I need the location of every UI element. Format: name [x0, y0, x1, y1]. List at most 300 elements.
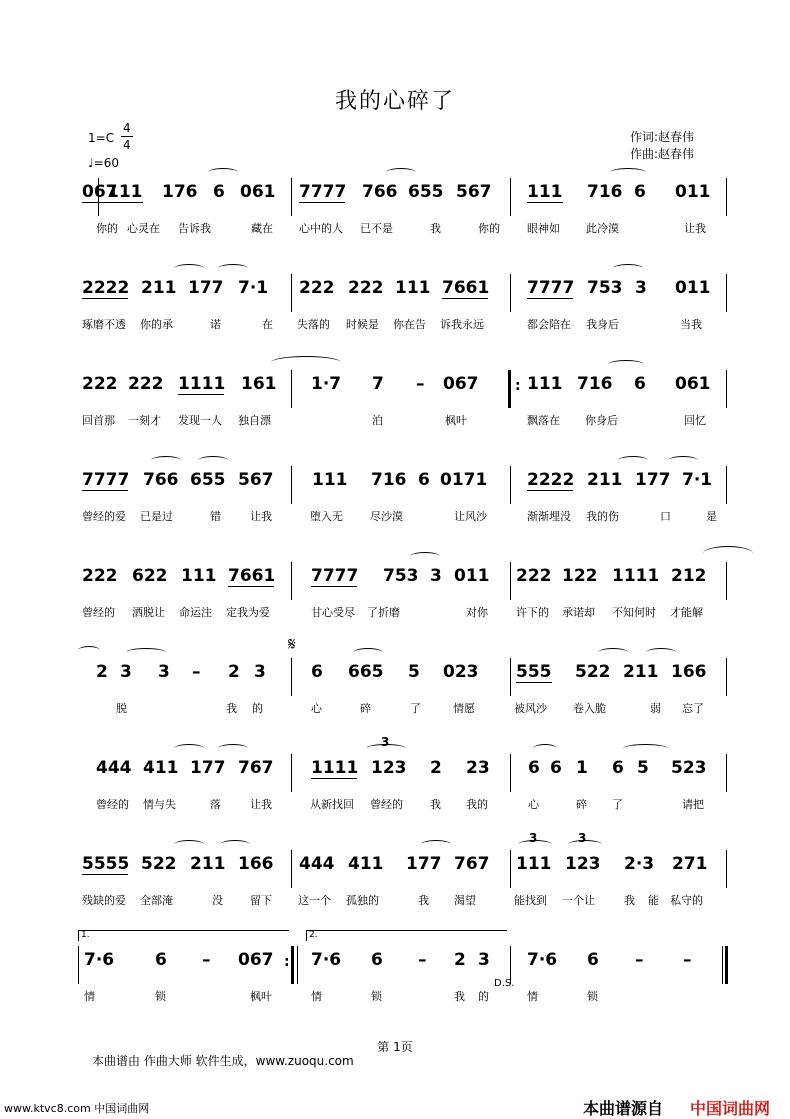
slur — [668, 456, 698, 465]
lyric: 我 — [624, 894, 635, 907]
segno-icon: 𝄋 — [288, 634, 296, 655]
lyric: 留下 — [250, 894, 272, 907]
lyric: 了 — [410, 702, 421, 715]
note-group: 6 — [371, 950, 383, 970]
lyric: 脱 — [116, 702, 127, 715]
note-group: 222 — [82, 566, 118, 586]
note-group: 177 — [188, 278, 224, 298]
lyric: 命运注 — [179, 606, 212, 619]
note-group: 061 — [675, 374, 711, 394]
barline — [291, 370, 292, 408]
note-group: 111 — [107, 182, 143, 202]
lyric: 尽沙漠 — [370, 510, 403, 523]
barline — [291, 754, 292, 792]
note-group: 2 — [454, 950, 466, 970]
slur — [151, 456, 181, 465]
lyric: 回首那 — [82, 414, 115, 427]
lyric: 曾经的 — [96, 798, 129, 811]
note-group: 7777 — [311, 566, 359, 586]
ending-2-bracket — [306, 930, 507, 941]
lyric: 失落的 — [297, 318, 330, 331]
barline — [726, 178, 727, 216]
barline — [726, 562, 727, 600]
note-group: 6 — [634, 182, 646, 202]
lyric: 琢磨不透 — [82, 318, 126, 331]
lyric: 碎 — [576, 798, 587, 811]
note-group: 6 — [550, 758, 562, 778]
beam — [178, 394, 224, 395]
note-group: 444 — [96, 758, 132, 778]
time-sig-divider — [121, 136, 133, 137]
lyric: 都会陪在 — [527, 318, 571, 331]
barline — [510, 466, 511, 504]
lyric: 告诉我 — [178, 222, 211, 235]
note-group: 411 — [348, 854, 384, 874]
lyric: 请把 — [682, 798, 704, 811]
composer-credit: 作曲:赵春伟 — [630, 147, 695, 161]
lyric: 口 — [660, 510, 671, 523]
slur — [618, 456, 648, 465]
note-group: – — [635, 950, 644, 970]
note-group: 6 — [418, 470, 430, 490]
tempo-mark: ♩=60 — [88, 156, 119, 170]
slur — [126, 648, 166, 657]
slur — [366, 744, 406, 753]
lyric: 忘了 — [682, 702, 704, 715]
beam — [311, 586, 357, 587]
lyric: 你的承 — [140, 318, 173, 331]
lyric: 泊 — [372, 414, 383, 427]
barline — [510, 658, 511, 696]
note-group: 7661 — [442, 278, 490, 298]
note-group: 555 — [516, 662, 552, 682]
lyric: 眼神如 — [527, 222, 560, 235]
note-group: 7777 — [299, 182, 347, 202]
slur — [598, 648, 628, 657]
note-group: 6 — [634, 374, 646, 394]
slur — [623, 744, 668, 753]
barline — [291, 850, 292, 888]
slur — [533, 744, 557, 753]
note-group: 011 — [675, 278, 711, 298]
lyric: 锁 — [155, 990, 166, 1003]
note-group: 0171 — [440, 470, 488, 490]
lyric: 一个让 — [562, 894, 595, 907]
lyric: 你的 — [96, 222, 118, 235]
triplet-mark: 3 — [529, 831, 538, 845]
note-group: 3 — [254, 662, 266, 682]
note-group: 522 — [575, 662, 611, 682]
lyric: 情与失 — [143, 798, 176, 811]
lyric: 曾经的爱 — [82, 510, 126, 523]
note-group: 655 — [408, 182, 444, 202]
note-group: 176 — [162, 182, 198, 202]
note-group: 2222 — [82, 278, 130, 298]
note-group: 23 — [466, 758, 490, 778]
page-title: 我的心碎了 — [334, 89, 455, 114]
lyric: 洒脱让 — [132, 606, 165, 619]
lyric: 我 — [226, 702, 237, 715]
note-group: 665 — [348, 662, 384, 682]
note-group: 1111 — [178, 374, 226, 394]
note-group: 222 — [299, 278, 335, 298]
note-group: 767 — [238, 758, 274, 778]
slur — [174, 744, 204, 753]
note-group: 067 — [238, 950, 274, 970]
lyric: 情愿 — [453, 702, 475, 715]
note-group: 1111 — [612, 566, 660, 586]
note-group: 766 — [362, 182, 398, 202]
lyric: 堕入无 — [310, 510, 343, 523]
note-group: 2222 — [527, 470, 575, 490]
lyric: 落 — [210, 798, 221, 811]
barline — [291, 178, 292, 216]
beam — [82, 490, 128, 491]
note-group: 6 — [213, 182, 225, 202]
lyric: 回忆 — [684, 414, 706, 427]
note-group: 7·1 — [682, 470, 713, 490]
note-group: 211 — [587, 470, 623, 490]
note-group: 177 — [406, 854, 442, 874]
lyric: 对你 — [466, 606, 488, 619]
barline — [510, 178, 511, 216]
lyric: 让我 — [250, 510, 272, 523]
lyric: 承诺却 — [562, 606, 595, 619]
note-group: 7·6 — [527, 950, 558, 970]
note-group: 6 — [528, 758, 540, 778]
final-barline — [722, 946, 723, 984]
note-group: 111 — [312, 470, 348, 490]
lyric: 不知何时 — [612, 606, 656, 619]
beam — [299, 202, 345, 203]
lyric: 从新找回 — [310, 798, 354, 811]
lyric: 我 — [454, 990, 465, 1003]
barline — [726, 370, 727, 408]
lyric: 碎 — [360, 702, 371, 715]
lyric: 心 — [311, 702, 322, 715]
note-group: 011 — [454, 566, 490, 586]
note-group: 766 — [143, 470, 179, 490]
barline — [510, 850, 511, 888]
note-group: 212 — [671, 566, 707, 586]
note-group: 7·6 — [311, 950, 342, 970]
note-group: 6 — [587, 950, 599, 970]
note-group: 7777 — [527, 278, 575, 298]
barline — [291, 274, 292, 312]
slur — [78, 646, 100, 655]
lyric: 的 — [478, 990, 489, 1003]
note-group: 2·3 — [624, 854, 655, 874]
note-group: 111 — [527, 182, 563, 202]
slur — [613, 264, 643, 273]
lyric: 这一个 — [298, 894, 331, 907]
generator-note: 本曲谱由 作曲大师 软件生成，www.zuoqu.com — [92, 1054, 354, 1068]
note-group: 111 — [181, 566, 217, 586]
note-group: – — [202, 950, 211, 970]
lyric: 我 — [430, 798, 441, 811]
beam — [527, 490, 573, 491]
lyric: 诉我永远 — [440, 318, 484, 331]
lyric: 在 — [262, 318, 273, 331]
slur — [646, 648, 676, 657]
beam — [311, 778, 357, 779]
lyricist-credit: 作词:赵春伟 — [630, 130, 695, 144]
lyric: 能 — [648, 894, 659, 907]
lyric: 已不是 — [360, 222, 393, 235]
slur — [220, 840, 250, 849]
ds-mark: D.S. — [494, 978, 515, 989]
note-group: – — [683, 950, 692, 970]
lyric: 甘心受尽 — [311, 606, 355, 619]
lyric: 一刻才 — [128, 414, 161, 427]
note-group: 7 — [372, 374, 384, 394]
note-group: 222 — [128, 374, 164, 394]
note-group: 716 — [587, 182, 623, 202]
note-group: 523 — [671, 758, 707, 778]
note-group: 177 — [190, 758, 226, 778]
note-group: – — [192, 662, 201, 682]
triplet-mark: 3 — [578, 831, 587, 845]
beam — [442, 298, 488, 299]
slur — [353, 648, 383, 657]
source-brand: 中国词曲网 — [690, 1099, 771, 1118]
slur — [703, 546, 753, 561]
lyric: 你在告 — [393, 318, 426, 331]
lyric: 情 — [311, 990, 322, 1003]
lyric: 错 — [210, 510, 221, 523]
note-group: 3 — [430, 566, 442, 586]
lyric: 能找到 — [514, 894, 547, 907]
lyric: 我的 — [466, 798, 488, 811]
lyric: 枫叶 — [445, 414, 467, 427]
note-group: 5555 — [82, 854, 130, 874]
lyric: 情 — [527, 990, 538, 1003]
slur — [218, 744, 248, 753]
note-group: 2 — [430, 758, 442, 778]
lyric: 了折磨 — [367, 606, 400, 619]
note-group: 2 — [96, 662, 108, 682]
slur — [271, 356, 341, 369]
lyric: 锁 — [587, 990, 598, 1003]
note-group: 222 — [82, 374, 118, 394]
lyric: 曾经的 — [82, 606, 115, 619]
lyric: 才能解 — [670, 606, 703, 619]
barline — [510, 562, 511, 600]
note-group: 122 — [562, 566, 598, 586]
note-group: 567 — [238, 470, 274, 490]
note-group: 1·7 — [311, 374, 342, 394]
barline — [291, 466, 292, 504]
barline — [726, 658, 727, 696]
note-group: 067 — [443, 374, 479, 394]
slur — [608, 360, 644, 369]
lyric: 发现一人 — [178, 414, 222, 427]
lyric: 残缺的爱 — [82, 894, 126, 907]
note-group: 7661 — [228, 566, 276, 586]
note-group: 166 — [671, 662, 707, 682]
note-group: 111 — [527, 374, 563, 394]
note-group: 753 — [587, 278, 623, 298]
lyric: 的 — [252, 702, 263, 715]
ending-1-bracket — [78, 930, 289, 941]
note-group: 222 — [516, 566, 552, 586]
lyric: 我的伤 — [586, 510, 619, 523]
beam — [107, 202, 143, 203]
lyric: 许下的 — [516, 606, 549, 619]
note-group: 767 — [454, 854, 490, 874]
barline — [510, 274, 511, 312]
barline — [726, 850, 727, 888]
note-group: 123 — [565, 854, 601, 874]
lyric: 枫叶 — [250, 990, 272, 1003]
lyric: 心 — [528, 798, 539, 811]
beam — [82, 874, 128, 875]
slur — [568, 840, 602, 849]
beam — [82, 298, 128, 299]
note-group: 655 — [190, 470, 226, 490]
note-group: 3 — [120, 662, 132, 682]
beam — [516, 682, 552, 683]
slur — [421, 840, 451, 849]
note-group: 567 — [456, 182, 492, 202]
note-group: 177 — [635, 470, 671, 490]
lyric: 已是过 — [140, 510, 173, 523]
source-label: 本曲谱源自 — [583, 1099, 664, 1118]
lyric: 锁 — [371, 990, 382, 1003]
note-group: 411 — [143, 758, 179, 778]
note-group: 211 — [623, 662, 659, 682]
note-group: 222 — [348, 278, 384, 298]
lyric: 藏在 — [251, 222, 273, 235]
lyric: 定我为爱 — [226, 606, 270, 619]
note-group: 3 — [158, 662, 170, 682]
lyric: 情 — [84, 990, 95, 1003]
beam — [228, 586, 274, 587]
slur — [198, 456, 228, 465]
note-group: 716 — [577, 374, 613, 394]
barline — [510, 754, 511, 792]
lyric: 我身后 — [586, 318, 619, 331]
note-group: 166 — [238, 854, 274, 874]
key-signature: 1=C — [88, 131, 115, 145]
beam — [527, 298, 573, 299]
lyric: 卷入脆 — [573, 702, 606, 715]
lyric: 飘落在 — [527, 414, 560, 427]
lyric: 此冷漠 — [586, 222, 619, 235]
note-group: 161 — [241, 374, 277, 394]
final-barline-thick — [725, 946, 728, 984]
note-group: 023 — [443, 662, 479, 682]
lyric: 我 — [418, 894, 429, 907]
barline — [291, 562, 292, 600]
slur — [386, 168, 416, 177]
note-group: 211 — [141, 278, 177, 298]
note-group: 622 — [132, 566, 168, 586]
note-group: 522 — [141, 854, 177, 874]
note-group: 7·1 — [238, 278, 269, 298]
note-group: 6 — [155, 950, 167, 970]
lyric: 全部淹 — [140, 894, 173, 907]
barline — [726, 466, 727, 504]
lyric: 私守的 — [670, 894, 703, 907]
lyric: 是 — [706, 510, 717, 523]
slur — [410, 552, 440, 561]
repeat-end-barline — [291, 946, 294, 984]
lyric: 弱 — [650, 702, 661, 715]
lyric: 渴望 — [454, 894, 476, 907]
lyric: 你身后 — [585, 414, 618, 427]
lyric: 渐渐埋没 — [527, 510, 571, 523]
lyric: 当我 — [680, 318, 702, 331]
note-group: 2 — [228, 662, 240, 682]
note-group: 1 — [576, 758, 588, 778]
slur — [518, 840, 552, 849]
note-group: 211 — [190, 854, 226, 874]
lyric: 让风沙 — [454, 510, 487, 523]
lyric: 心中的人 — [299, 222, 343, 235]
page-number: 第 1页 — [377, 1040, 413, 1054]
note-group: 5 — [408, 662, 420, 682]
lyric: 被风沙 — [514, 702, 547, 715]
barline — [78, 946, 79, 984]
lyric: 我 — [430, 222, 441, 235]
note-group: 7777 — [82, 470, 130, 490]
note-group: 111 — [516, 854, 552, 874]
barline — [726, 274, 727, 312]
lyric: 没 — [212, 894, 223, 907]
barline — [291, 658, 292, 696]
note-group: 123 — [371, 758, 407, 778]
note-group: 011 — [675, 182, 711, 202]
note-group: – — [416, 374, 425, 394]
lyric: 让我 — [684, 222, 706, 235]
site-watermark: www.ktvc8.com 中国词曲网 — [4, 1102, 150, 1115]
slur — [218, 264, 248, 273]
lyric: 孤独的 — [346, 894, 379, 907]
lyric: 曾经的 — [370, 798, 403, 811]
slur — [174, 840, 204, 849]
note-group: 6 — [612, 758, 624, 778]
note-group: 061 — [240, 182, 276, 202]
lyric: 你的 — [478, 222, 500, 235]
repeat-start-barline — [508, 370, 511, 408]
barline — [726, 754, 727, 792]
lyric: 诺 — [210, 318, 221, 331]
time-sig-bottom: 4 — [123, 138, 131, 152]
slur — [610, 168, 646, 177]
ending-2-label: 2. — [309, 930, 318, 940]
note-group: 1111 — [311, 758, 359, 778]
lyric: 心灵在 — [127, 222, 160, 235]
barline — [297, 946, 298, 984]
note-group: 3 — [635, 278, 647, 298]
time-sig-top: 4 — [123, 121, 131, 135]
slur — [174, 264, 204, 273]
note-group: – — [418, 950, 427, 970]
repeat-dots: : — [515, 378, 521, 394]
note-group: 7·6 — [84, 950, 115, 970]
note-group: 716 — [371, 470, 407, 490]
note-group: 6 — [311, 662, 323, 682]
lyric: 时候是 — [346, 318, 379, 331]
repeat-dots: : — [284, 954, 290, 970]
triplet-mark: 3 — [381, 735, 390, 749]
beam — [527, 202, 563, 203]
note-group: 271 — [672, 854, 708, 874]
note-group: 753 — [383, 566, 419, 586]
lyric: 独自漂 — [238, 414, 271, 427]
note-group: 444 — [299, 854, 335, 874]
